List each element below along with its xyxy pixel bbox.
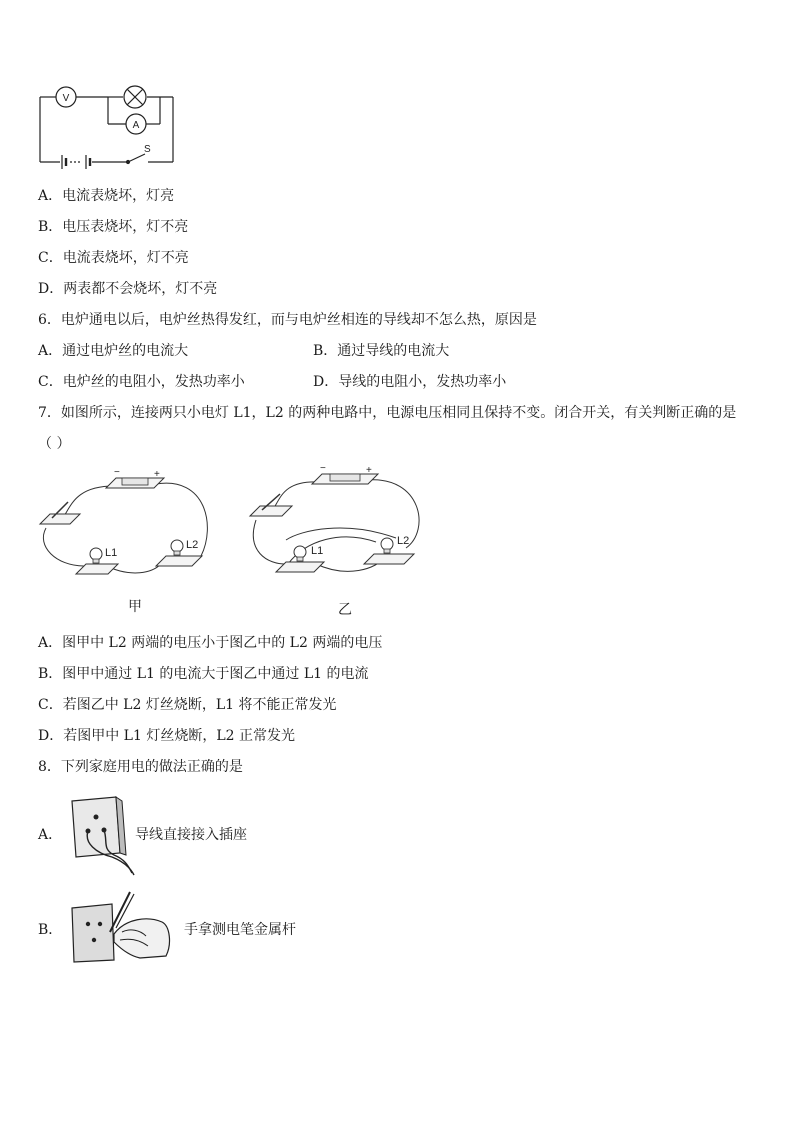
switch-base — [40, 502, 80, 524]
battery-holder-2 — [312, 463, 378, 484]
lamp-l2 — [156, 539, 202, 566]
q6-option-c: C．电炉丝的电阻小，发热功率小 — [38, 374, 245, 390]
q5-circuit-diagram — [30, 82, 190, 170]
q6-option-b: B．通过导线的电流大 — [313, 343, 450, 359]
svg-text:L1: L1 — [311, 545, 324, 557]
q7-stem-cont: （ ） — [38, 436, 71, 452]
svg-text:L2: L2 — [186, 539, 199, 551]
q8-option-b-label: B． — [38, 922, 63, 938]
battery-symbol — [62, 155, 90, 169]
q5-option-a: A．电流表烧坏，灯亮 — [38, 188, 175, 204]
q8-option-b-text: 手拿测电笔金属杆 — [184, 922, 296, 938]
q7-caption-parallel: 乙 — [338, 602, 352, 618]
q5-option-b: B．电压表烧坏，灯不亮 — [38, 219, 189, 235]
voltmeter-symbol — [56, 87, 76, 107]
q7-caption-series: 甲 — [128, 599, 142, 615]
svg-text:A: A — [132, 120, 140, 131]
switch-symbol — [127, 144, 152, 164]
q7-figure-parallel — [246, 460, 436, 580]
battery-holder — [106, 467, 164, 488]
svg-text:L2: L2 — [397, 535, 410, 547]
lamp-l2-2 — [364, 535, 414, 564]
q7-stem: 7．如图所示，连接两只小电灯 L1，L2 的两种电路中，电源电压相同且保持不变。闭合开关，有关判断正确的是 — [38, 405, 737, 421]
svg-text:S: S — [144, 144, 151, 155]
q5-option-c: C．电流表烧坏，灯不亮 — [38, 250, 189, 266]
svg-text:−: − — [114, 467, 120, 478]
q8-stem: 8．下列家庭用电的做法正确的是 — [38, 759, 243, 775]
lamp-l1-2 — [276, 545, 324, 572]
q7-figure-series — [36, 466, 221, 581]
svg-text:L1: L1 — [105, 547, 118, 559]
svg-text:+: + — [366, 465, 372, 476]
q6-option-a: A．通过电炉丝的电流大 — [38, 343, 189, 359]
q8-option-a-label: A． — [38, 827, 63, 843]
lamp-symbol — [124, 86, 146, 108]
hand-holding-test-pen-illustration — [70, 888, 175, 964]
q8-option-a-text: 导线直接接入插座 — [135, 827, 247, 843]
svg-text:−: − — [320, 463, 326, 474]
svg-text:+: + — [154, 469, 160, 480]
q5-option-d: D．两表都不会烧坏，灯不亮 — [38, 281, 218, 297]
q7-option-b: B．图甲中通过 L1 的电流大于图乙中通过 L1 的电流 — [38, 666, 369, 682]
socket-with-wires-illustration — [68, 795, 138, 877]
q6-option-d: D．导线的电阻小，发热功率小 — [313, 374, 507, 390]
svg-text:V: V — [62, 93, 70, 104]
q6-stem: 6．电炉通电以后，电炉丝热得发红，而与电炉丝相连的导线却不怎么热，原因是 — [38, 312, 537, 328]
q7-option-c: C．若图乙中 L2 灯丝烧断，L1 将不能正常发光 — [38, 697, 337, 713]
lamp-l1 — [76, 547, 118, 574]
switch-base-2 — [250, 494, 292, 516]
q7-option-d: D．若图甲中 L1 灯丝烧断，L2 正常发光 — [38, 728, 295, 744]
q7-option-a: A．图甲中 L2 两端的电压小于图乙中的 L2 两端的电压 — [38, 635, 383, 651]
ammeter-symbol — [126, 114, 146, 134]
